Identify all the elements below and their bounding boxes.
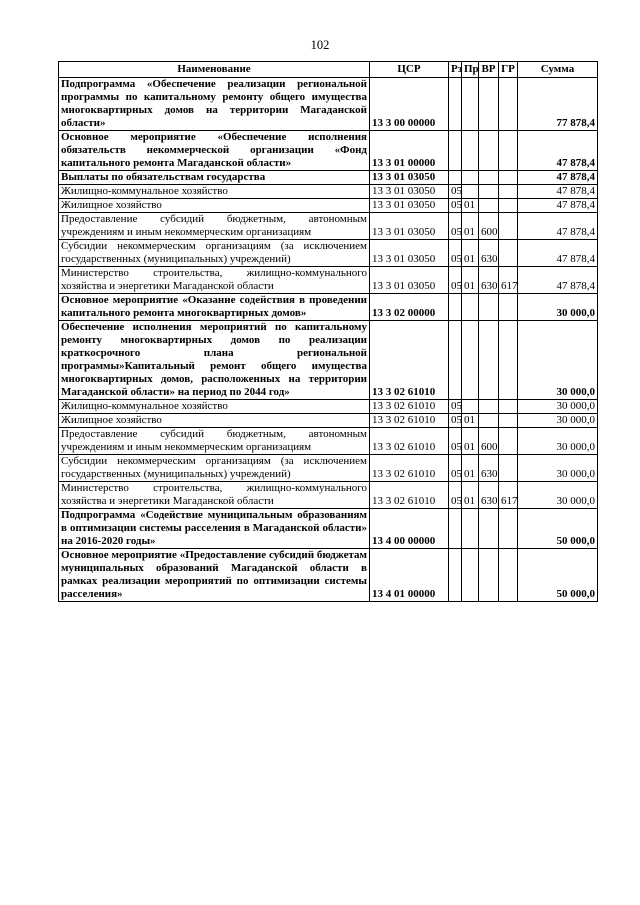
cell-sum: 30 000,0 <box>518 414 598 428</box>
cell-vr <box>479 131 499 171</box>
table-row <box>59 294 598 321</box>
cell-sum: 30 000,0 <box>518 294 598 321</box>
cell-rz: 05 <box>449 428 462 455</box>
cell-rz: 05 <box>449 482 462 509</box>
cell-sum: 30 000,0 <box>518 428 598 455</box>
cell-pr: 01 <box>462 267 479 294</box>
cell-vr: 630 <box>479 482 499 509</box>
cell-sum: 30 000,0 <box>518 482 598 509</box>
cell-csr: 13 3 01 03050 <box>370 185 449 199</box>
cell-sum: 47 878,4 <box>518 185 598 199</box>
cell-pr: 01 <box>462 482 479 509</box>
cell-csr: 13 4 00 00000 <box>370 509 449 549</box>
table-row <box>59 213 598 240</box>
cell-pr: 01 <box>462 455 479 482</box>
cell-rz <box>449 294 462 321</box>
cell-gr <box>499 240 518 267</box>
cell-pr <box>462 171 479 185</box>
cell-name: Основное мероприятие «Обеспечение исполнения обязательств некоммерческой организации «Фонд капитального ремонта Магаданской области» <box>59 131 370 171</box>
cell-name: Жилищное хозяйство <box>59 414 370 428</box>
cell-gr: 617 <box>499 267 518 294</box>
table-row <box>59 185 598 199</box>
cell-name: Подпрограмма «Обеспечение реализации региональной программы по капитальному ремонту общего имущества многоквартирных домов на территории Магаданской области» <box>59 78 370 131</box>
cell-name: Субсидии некоммерческим организациям (за исключением государственных (муниципальных) учреждений) <box>59 455 370 482</box>
cell-rz <box>449 321 462 400</box>
cell-sum: 77 878,4 <box>518 78 598 131</box>
header-sum: Сумма <box>518 62 598 78</box>
header-vr: ВР <box>479 62 499 78</box>
cell-gr <box>499 213 518 240</box>
table-row <box>59 455 598 482</box>
cell-pr <box>462 294 479 321</box>
cell-pr: 01 <box>462 428 479 455</box>
cell-name: Субсидии некоммерческим организациям (за исключением государственных (муниципальных) учреждений) <box>59 240 370 267</box>
cell-pr <box>462 549 479 602</box>
cell-pr <box>462 321 479 400</box>
cell-csr: 13 3 02 61010 <box>370 455 449 482</box>
table-row <box>59 171 598 185</box>
cell-gr <box>499 185 518 199</box>
cell-sum: 30 000,0 <box>518 455 598 482</box>
cell-csr: 13 3 02 61010 <box>370 321 449 400</box>
cell-name: Жилищно-коммунальное хозяйство <box>59 185 370 199</box>
cell-name: Жилищно-коммунальное хозяйство <box>59 400 370 414</box>
cell-rz: 05 <box>449 240 462 267</box>
cell-pr: 01 <box>462 240 479 267</box>
cell-pr <box>462 400 479 414</box>
cell-rz: 05 <box>449 455 462 482</box>
cell-sum: 30 000,0 <box>518 321 598 400</box>
cell-csr: 13 4 01 00000 <box>370 549 449 602</box>
cell-sum: 50 000,0 <box>518 509 598 549</box>
header-name: Наименование <box>59 62 370 78</box>
table-row <box>59 267 598 294</box>
cell-rz: 05 <box>449 267 462 294</box>
cell-pr <box>462 78 479 131</box>
cell-vr: 600 <box>479 213 499 240</box>
cell-gr <box>499 428 518 455</box>
header-rz: Рз <box>449 62 462 78</box>
cell-rz: 05 <box>449 400 462 414</box>
budget-table <box>58 61 598 602</box>
cell-name: Министерство строительства, жилищно-коммунального хозяйства и энергетики Магаданской области <box>59 482 370 509</box>
cell-csr: 13 3 02 61010 <box>370 482 449 509</box>
cell-vr <box>479 171 499 185</box>
cell-gr <box>499 455 518 482</box>
table-row <box>59 509 598 549</box>
cell-pr: 01 <box>462 213 479 240</box>
table-row <box>59 549 598 602</box>
header-csr: ЦСР <box>370 62 449 78</box>
cell-csr: 13 3 02 00000 <box>370 294 449 321</box>
cell-sum: 47 878,4 <box>518 131 598 171</box>
cell-sum: 47 878,4 <box>518 199 598 213</box>
cell-name: Предоставление субсидий бюджетным, автономным учреждениям и иным некоммерческим организациям <box>59 428 370 455</box>
table-row <box>59 482 598 509</box>
table-row <box>59 321 598 400</box>
cell-gr: 617 <box>499 482 518 509</box>
table-row <box>59 240 598 267</box>
cell-pr <box>462 509 479 549</box>
cell-rz <box>449 171 462 185</box>
cell-pr <box>462 131 479 171</box>
cell-name: Основное мероприятие «Предоставление субсидий бюджетам муниципальных образований Магаданской области в рамках реализации мероприятий по оптимизации системы расселения» <box>59 549 370 602</box>
cell-rz: 05 <box>449 414 462 428</box>
cell-csr: 13 3 00 00000 <box>370 78 449 131</box>
cell-rz: 05 <box>449 185 462 199</box>
cell-name: Обеспечение исполнения мероприятий по капитальному ремонту многоквартирных домов по реализации краткосрочного плана региональной программы»Капитальный ремонт общего имущества многоквартирных домов, расположенных на территории Магаданской области» на период по 2044 год» <box>59 321 370 400</box>
cell-gr <box>499 414 518 428</box>
cell-pr <box>462 185 479 199</box>
cell-csr: 13 3 01 03050 <box>370 267 449 294</box>
cell-gr <box>499 78 518 131</box>
cell-vr: 630 <box>479 455 499 482</box>
cell-gr <box>499 509 518 549</box>
table-row <box>59 400 598 414</box>
table-row <box>59 414 598 428</box>
cell-rz: 05 <box>449 199 462 213</box>
cell-csr: 13 3 01 03050 <box>370 171 449 185</box>
page-number: 102 <box>310 38 330 52</box>
cell-name: Министерство строительства, жилищно-коммунального хозяйства и энергетики Магаданской области <box>59 267 370 294</box>
cell-sum: 47 878,4 <box>518 213 598 240</box>
cell-pr: 01 <box>462 414 479 428</box>
cell-csr: 13 3 01 03050 <box>370 240 449 267</box>
cell-vr <box>479 294 499 321</box>
cell-gr <box>499 400 518 414</box>
cell-sum: 47 878,4 <box>518 267 598 294</box>
cell-rz <box>449 131 462 171</box>
cell-gr <box>499 294 518 321</box>
table-header-row <box>59 62 598 78</box>
cell-vr: 630 <box>479 240 499 267</box>
cell-vr: 630 <box>479 267 499 294</box>
cell-vr <box>479 185 499 199</box>
cell-name: Выплаты по обязательствам государства <box>59 171 370 185</box>
cell-name: Предоставление субсидий бюджетным, автономным учреждениям и иным некоммерческим организациям <box>59 213 370 240</box>
cell-vr <box>479 78 499 131</box>
cell-rz <box>449 509 462 549</box>
cell-csr: 13 3 02 61010 <box>370 414 449 428</box>
cell-csr: 13 3 01 00000 <box>370 131 449 171</box>
cell-csr: 13 3 01 03050 <box>370 213 449 240</box>
cell-gr <box>499 199 518 213</box>
cell-sum: 47 878,4 <box>518 240 598 267</box>
table-row <box>59 131 598 171</box>
cell-rz: 05 <box>449 213 462 240</box>
cell-vr <box>479 414 499 428</box>
cell-gr <box>499 171 518 185</box>
cell-name: Жилищное хозяйство <box>59 199 370 213</box>
cell-gr <box>499 131 518 171</box>
table-row <box>59 199 598 213</box>
cell-name: Подпрограмма «Содействие муниципальным образованиям в оптимизации системы расселения в Магаданской области» на 2016-2020 годы» <box>59 509 370 549</box>
cell-csr: 13 3 01 03050 <box>370 199 449 213</box>
cell-vr: 600 <box>479 428 499 455</box>
cell-vr <box>479 199 499 213</box>
cell-sum: 47 878,4 <box>518 171 598 185</box>
cell-vr <box>479 400 499 414</box>
table-row <box>59 78 598 131</box>
cell-gr <box>499 549 518 602</box>
table-row <box>59 428 598 455</box>
cell-gr <box>499 321 518 400</box>
cell-vr <box>479 509 499 549</box>
cell-sum: 30 000,0 <box>518 400 598 414</box>
cell-name: Основное мероприятие «Оказание содействия в проведении капитального ремонта многоквартирных домов» <box>59 294 370 321</box>
cell-rz <box>449 78 462 131</box>
cell-vr <box>479 321 499 400</box>
header-gr: ГР <box>499 62 518 78</box>
cell-sum: 50 000,0 <box>518 549 598 602</box>
header-pr: Пр <box>462 62 479 78</box>
cell-pr: 01 <box>462 199 479 213</box>
cell-csr: 13 3 02 61010 <box>370 400 449 414</box>
cell-rz <box>449 549 462 602</box>
cell-vr <box>479 549 499 602</box>
cell-csr: 13 3 02 61010 <box>370 428 449 455</box>
table-body <box>59 78 598 602</box>
